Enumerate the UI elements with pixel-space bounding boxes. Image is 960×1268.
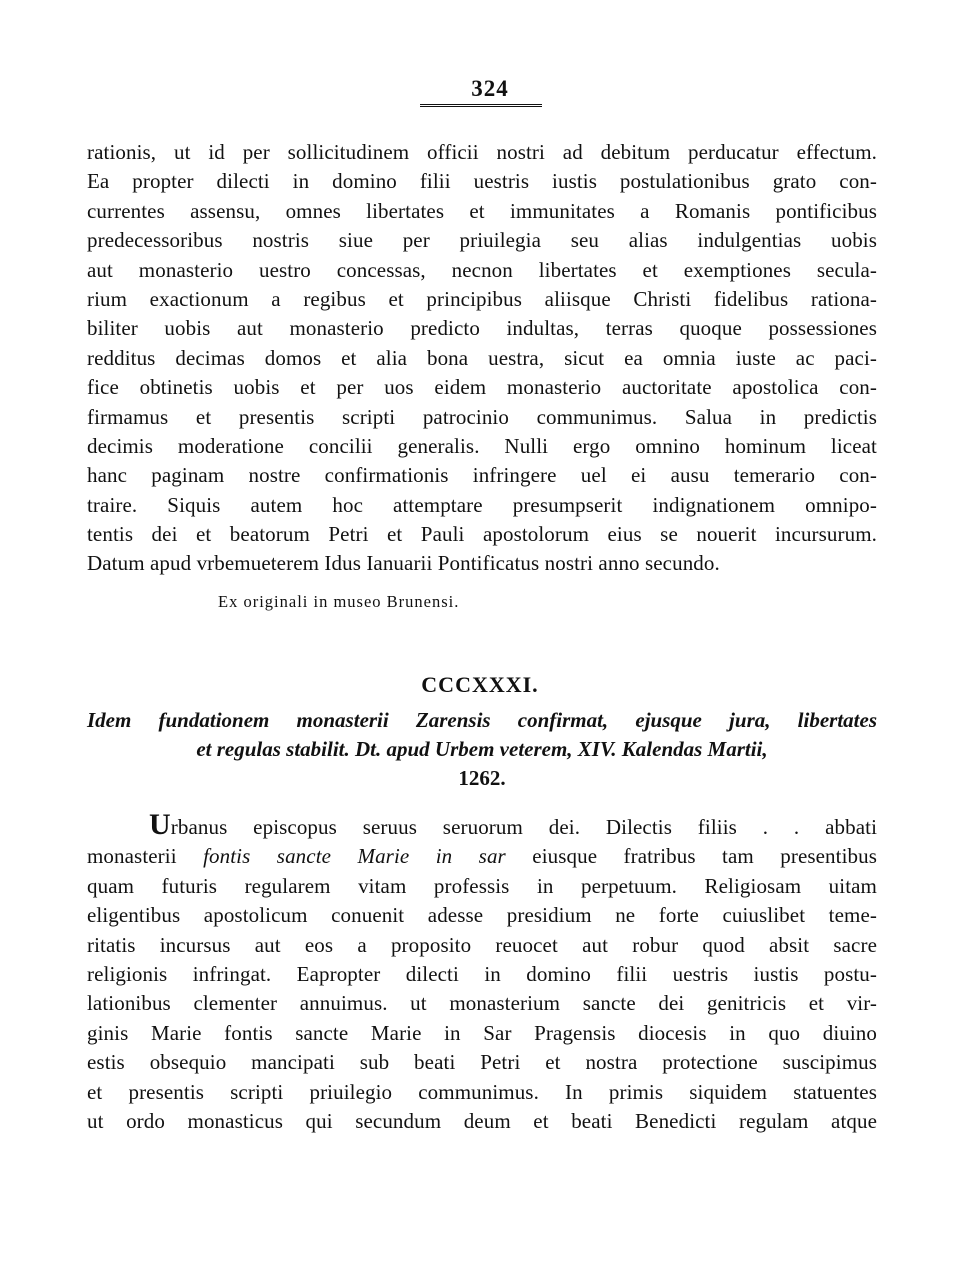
dropcap: U	[149, 808, 171, 841]
summary-year: 1262.	[458, 766, 506, 790]
text-line: ginis Marie fontis sancte Marie in Sar Pragensis diocesis in quo diuino	[87, 1020, 877, 1045]
text-line: redditus decimas domos et alia bona uestra, sicut ea omnia iuste ac paci-	[87, 345, 877, 370]
text-line: religionis infringat. Eapropter dilecti in domino filii uestris iustis postu-	[87, 961, 877, 986]
text-line: rationis, ut id per sollicitudinem officii nostri ad debitum perducatur effectum.	[87, 140, 877, 164]
text-line: estis obsequio mancipati sub beati Petri et nostra protectione suscipimus	[87, 1050, 877, 1075]
line2-italic: fontis sancte Marie in sar	[203, 844, 506, 869]
first-line-text: rbanus episcopus seruus seruorum dei. Dilectis filiis . . abbati	[170, 815, 877, 839]
text-line: Ea propter dilecti in domino filii uestris iustis postulationibus grato con-	[87, 169, 877, 194]
text-line: decimis moderatione concilii generalis. Nulli ergo omnino hominum liceat	[87, 433, 877, 458]
text-line: aut monasterio uestro concessas, necnon libertates et exemptiones secula-	[87, 257, 877, 282]
page-number: 324	[471, 76, 509, 101]
summary-line: Idem fundationem monasterii Zarensis confirmat, ejusque jura, libertates	[87, 708, 877, 732]
text-line-second	[87, 842, 877, 871]
text-line: currentes assensu, omnes libertates et immunitates a Romanis pontificibus	[87, 198, 877, 223]
summary-line: et regulas stabilit. Dt. apud Urbem veterem, XIV. Kalendas Martii,	[196, 737, 768, 761]
text-line-first	[87, 808, 877, 842]
text-line: ritatis incursus aut eos a proposito reuocet aut robur quod absit sacre	[87, 932, 877, 957]
text-line: biliter uobis aut monasterio predicto indultas, terras quoque possessiones	[87, 316, 877, 341]
source-note: Ex originali in museo Brunensi.	[218, 592, 460, 611]
text-line: tentis dei et beatorum Petri et Pauli apostolorum eius se nouerit incursurum.	[87, 522, 877, 547]
document-number: CCCXXXI.	[421, 672, 539, 697]
upper-text-block	[87, 138, 877, 579]
text-line: quam futuris regularem vitam professis in perpetuum. Religiosam uitam	[87, 873, 877, 898]
text-line: predecessoribus nostris siue per priuilegia seu alias indulgentias uobis	[87, 228, 877, 253]
text-line: traire. Siquis autem hoc attemptare presumpserit indignationem omnipo-	[87, 492, 877, 517]
text-line: firmamus et presentis scripti patrocinio communimus. Salua in predictis	[87, 404, 877, 429]
text-line: hanc paginam nostre confirmationis infringere uel ei ausu temerario con-	[87, 463, 877, 488]
text-line: Datum apud vrbemueterem Idus Ianuarii Pontificatus nostri anno secundo.	[87, 551, 720, 576]
text-line: lationibus clementer annuimus. ut monasterium sancte dei genitricis et vir-	[87, 991, 877, 1016]
line2-end: eiusque fratribus tam presentibus	[532, 844, 877, 869]
line2-start: monasterii	[87, 844, 177, 869]
text-line: ut ordo monasticus qui secundum deum et beati Benedicti regulam atque	[87, 1108, 877, 1133]
text-line: et presentis scripti priuilegio communimus. In primis siquidem statuentes	[87, 1079, 877, 1104]
text-line: rium exactionum a regibus et principibus aliisque Christi fidelibus rationa-	[87, 286, 877, 311]
document-summary	[87, 706, 877, 793]
page-number-rule	[420, 104, 542, 107]
text-line: eligentibus apostolicum conuenit adesse presidium ne forte cuiuslibet teme-	[87, 903, 877, 928]
body-text-block	[87, 808, 877, 1136]
text-line: fice obtinetis uobis et per uos eidem monasterio auctoritate apostolica con-	[87, 375, 877, 400]
